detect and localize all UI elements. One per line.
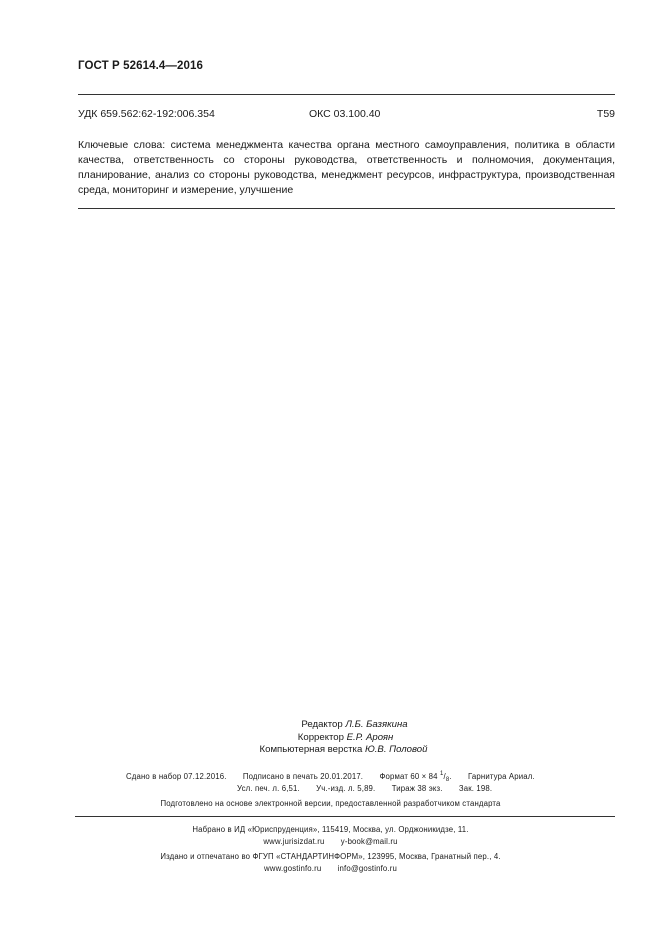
printed-contacts: [0, 863, 661, 874]
format-numerator: 1: [439, 771, 444, 777]
prepared-note: Подготовлено на основе электронной версии, предоставленной разработчиком стандарта: [160, 799, 501, 808]
signed-date: Подписано в печать 20.01.2017.: [242, 772, 364, 781]
jurisizdat-email[interactable]: y-book@mail.ru: [340, 837, 398, 846]
pub-sheets: Уч.-изд. л. 5,89.: [316, 784, 376, 793]
typeset-date: Сдано в набор 07.12.2016.: [126, 772, 227, 781]
corrector-label: Корректор: [297, 731, 344, 743]
paper-format: Формат 60 × 84 $^1/_8$.: [379, 771, 452, 783]
udk-code: УДК 659.562:62-192:006.354: [78, 108, 215, 120]
group-code: Т59: [596, 108, 615, 120]
credits-block: [0, 719, 661, 757]
oks-code: ОКС 03.100.40: [309, 108, 381, 120]
corrector-name: Е.Р. Ароян: [346, 731, 394, 743]
layout-label: Компьютерная верстка: [259, 744, 363, 755]
editor-name: Л.Б. Базякина: [345, 719, 408, 730]
editor-label: Редактор: [301, 719, 343, 730]
jurisizdat-site[interactable]: www.jurisizdat.ru: [263, 837, 325, 846]
print-run: Тираж 38 экз.: [391, 784, 443, 793]
gostinfo-site[interactable]: www.gostinfo.ru: [264, 864, 322, 873]
printed-publisher-line: Издано и отпечатано во ФГУП «СТАНДАРТИНФОРМ», 123995, Москва, Гранатный пер., 4.: [160, 852, 501, 861]
print-info-row-2: [237, 783, 492, 794]
corrector-line: [0, 732, 661, 745]
typeface: Гарнитура Ариал.: [467, 772, 535, 781]
typeset-publisher-line: Набрано в ИД «Юриспруденция», 115419, Москва, ул. Орджоникидзе, 11.: [192, 825, 469, 834]
gostinfo-email[interactable]: info@gostinfo.ru: [337, 864, 397, 873]
keywords-rule: [78, 208, 615, 209]
layout-line: [0, 744, 661, 757]
classification-row: [78, 108, 615, 122]
header-rule: [78, 94, 615, 95]
format-denominator: 8: [445, 777, 450, 783]
document-id: ГОСТ Р 52614.4—2016: [78, 60, 203, 72]
editor-line: [0, 719, 661, 732]
layout-name: Ю.В. Половой: [364, 744, 428, 755]
keywords-paragraph: Ключевые слова: система менеджмента качества органа местного самоуправления, политика в области качества, ответственность со стороны руководства, ответственность и полномочия, документация, планирование, анализ со стороны руководства, менеджмент ресурсов, инфраструктура, производственная среда, мониторинг и измерение, улучшение: [78, 139, 615, 196]
order-number: Зак. 198.: [458, 784, 493, 793]
publisher-rule: [75, 816, 615, 817]
print-sheets: Усл. печ. л. 6,51.: [237, 784, 300, 793]
typeset-contacts: [0, 836, 661, 847]
